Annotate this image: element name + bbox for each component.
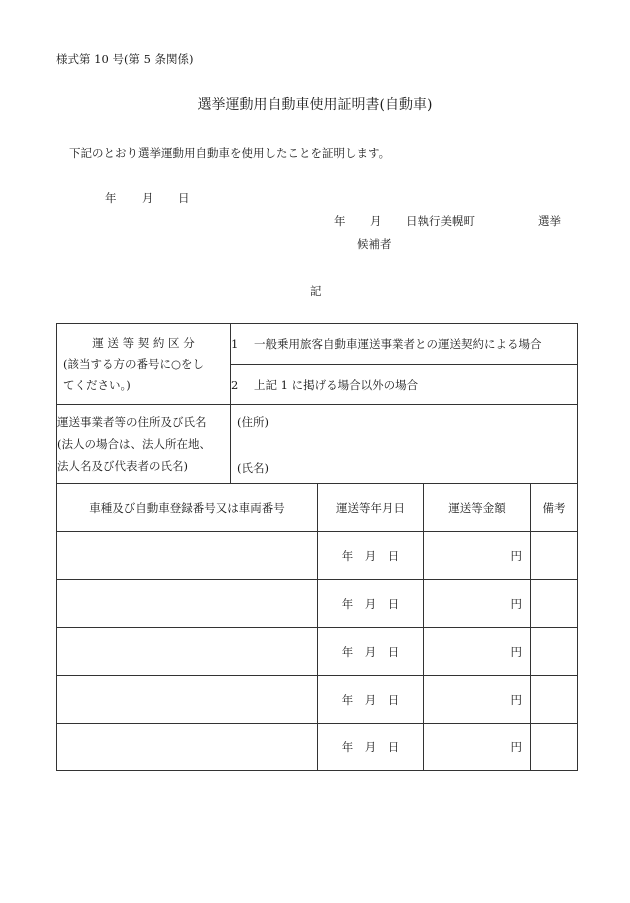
document-title: 選挙運動用自動車使用証明書(自動車) [197,97,433,113]
date-cell[interactable]: 年 月 日 [318,676,424,724]
amount-cell[interactable]: 円 [424,580,531,628]
table-row [57,532,578,580]
date-day: 日 [178,191,190,205]
operator-address-label: (住所) [237,415,269,429]
election-month: 月 [370,214,382,228]
amount-cell[interactable]: 円 [424,628,531,676]
date-month: 月 [142,191,154,205]
operator-name-label: (氏名) [237,461,269,475]
operator-label-2: (法人の場合は、法人所在地、 [57,437,211,451]
date-cell[interactable]: 年 月 日 [318,628,424,676]
table-row [57,724,578,771]
table-row [57,676,578,724]
note-cell[interactable] [531,724,578,771]
form-number: 様式第 10 号(第 5 条関係) [56,52,194,66]
contract-option-1-text: 一般乗用旅客自動車運送事業者との運送契約による場合 [253,337,542,351]
amount-cell[interactable]: 円 [424,676,531,724]
date-cell[interactable]: 年 月 日 [318,580,424,628]
contract-option-1-number: 1 [231,337,239,351]
header-vehicle: 車種及び自動車登録番号又は車両番号 [57,484,318,532]
election-day-executed: 日執行美幌町 [406,214,475,228]
note-cell[interactable] [531,532,578,580]
certificate-table [56,323,578,771]
contract-option-1[interactable] [231,324,578,365]
date-cell[interactable]: 年 月 日 [318,724,424,771]
candidate-label: 候補者 [357,237,392,251]
election-year: 年 [334,214,346,228]
table-row [57,580,578,628]
contract-label-cell [57,324,231,405]
amount-cell[interactable]: 円 [424,532,531,580]
vehicle-cell[interactable] [57,628,318,676]
date-year: 年 [105,191,117,205]
header-note: 備考 [531,484,578,532]
ki-mark: 記 [310,284,322,298]
intro-text: 下記のとおり選挙運動用自動車を使用したことを証明します。 [69,146,391,160]
amount-cell[interactable]: 円 [424,724,531,771]
contract-label-title: 運 送 等 契 約 区 分 [92,335,195,350]
vehicle-cell[interactable] [57,676,318,724]
operator-label-1: 運送事業者等の住所及び氏名 [57,415,207,429]
contract-option-2-number: 2 [231,377,239,392]
vehicle-cell[interactable] [57,532,318,580]
note-cell[interactable] [531,676,578,724]
contract-option-2-text: 上記 1 に掲げる場合以外の場合 [253,377,419,392]
table-row [57,628,578,676]
contract-option-2[interactable] [231,365,578,405]
election-label: 選挙 [538,214,561,228]
note-cell[interactable] [531,580,578,628]
operator-label-cell [57,405,231,484]
date-cell[interactable]: 年 月 日 [318,532,424,580]
operator-label-3: 法人名及び代表者の氏名) [57,459,188,473]
operator-entry-cell[interactable] [231,405,578,484]
header-date: 運送等年月日 [318,484,424,532]
vehicle-cell[interactable] [57,580,318,628]
note-cell[interactable] [531,628,578,676]
header-amount: 運送等金額 [424,484,531,532]
contract-label-note-2: てください。) [63,377,131,392]
vehicle-cell[interactable] [57,724,318,771]
contract-label-note-1: (該当する方の番号に○をし [63,356,205,371]
